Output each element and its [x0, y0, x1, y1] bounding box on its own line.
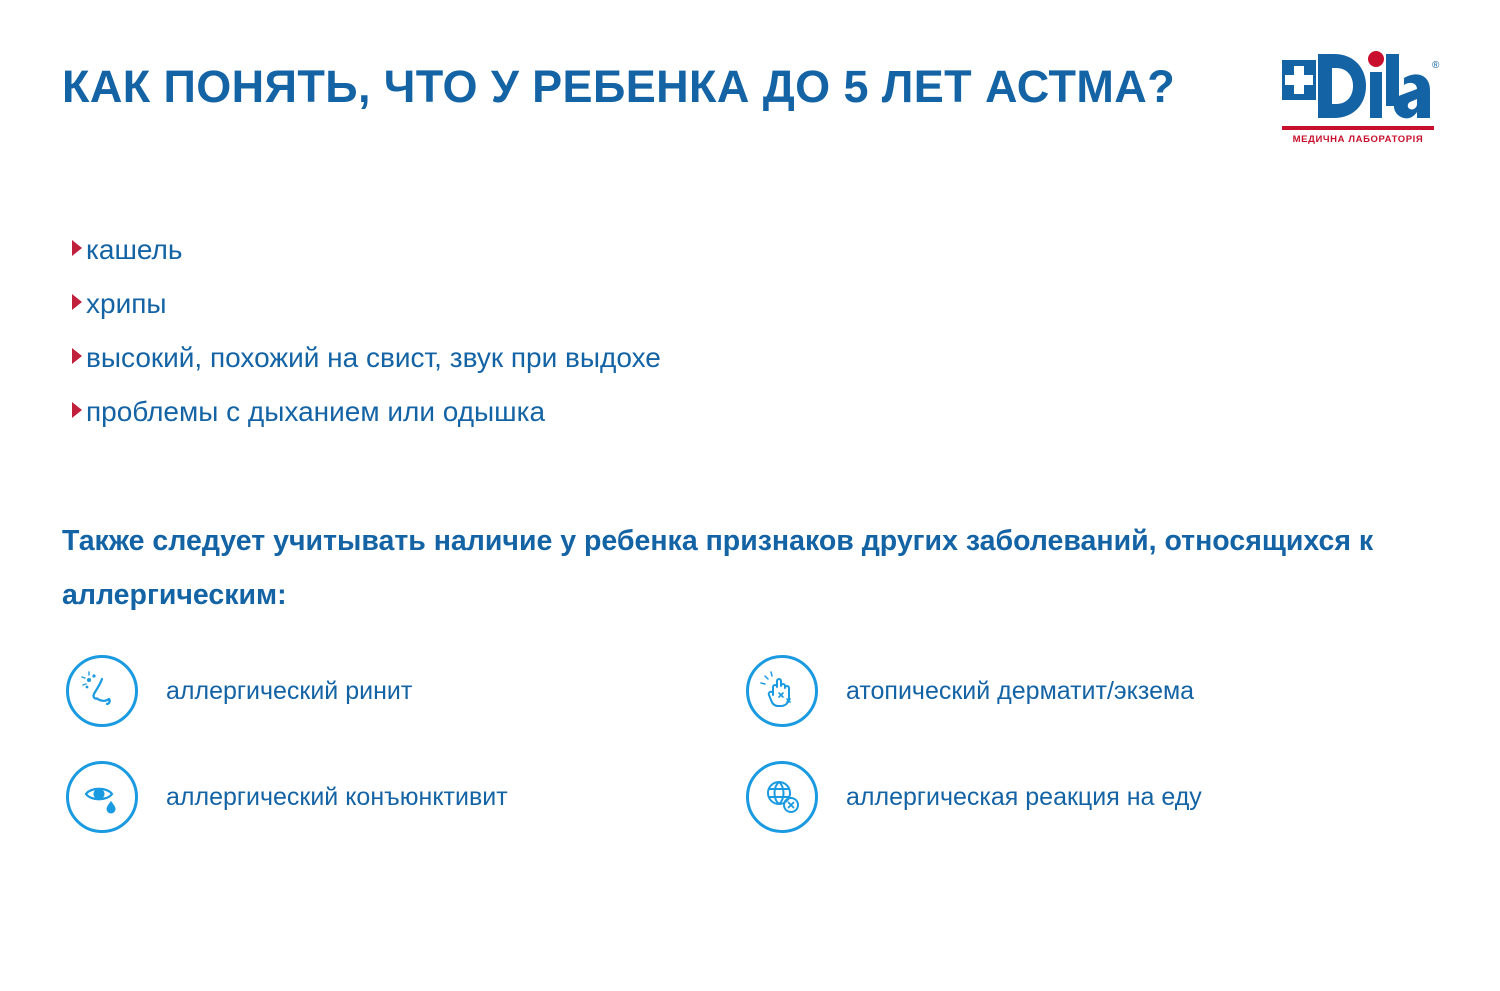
list-item: [70, 394, 1270, 430]
symptom-label: хрипы: [86, 288, 167, 319]
logo-tagline: МЕДИЧНА ЛАБОРАТОРІЯ: [1292, 134, 1424, 145]
condition-item-rhinitis: [66, 655, 746, 727]
symptom-label: высокий, похожий на свист, звук при выдохе: [86, 342, 661, 373]
registered-mark: ®: [1432, 60, 1440, 71]
condition-label: атопический дерматит/экзема: [846, 676, 1195, 705]
symptom-list: [70, 232, 1270, 448]
condition-label: аллергический ринит: [166, 676, 413, 705]
condition-item-conjunctivitis: [66, 761, 746, 833]
list-item: [70, 232, 1270, 268]
list-item: [70, 340, 1270, 376]
condition-label: аллергический конъюнктивит: [166, 782, 508, 811]
dila-logo: [1280, 42, 1440, 152]
symptom-label: проблемы с дыханием или одышка: [86, 396, 546, 427]
nose-allergy-icon: [66, 655, 138, 727]
hand-rash-icon: [746, 655, 818, 727]
list-item: [70, 286, 1270, 322]
symptom-label: кашель: [86, 234, 183, 265]
food-allergy-icon: [746, 761, 818, 833]
condition-grid: [66, 655, 1446, 867]
triangle-bullet-icon: [70, 239, 86, 257]
condition-item-food-allergy: [746, 761, 1426, 833]
condition-item-dermatitis: [746, 655, 1426, 727]
condition-row: [66, 655, 1446, 727]
triangle-bullet-icon: [70, 293, 86, 311]
condition-label: аллергическая реакция на еду: [846, 782, 1202, 811]
eye-tear-icon: [66, 761, 138, 833]
section-subheading: Также следует учитывать наличие у ребенка признаков других заболеваний, относящихся к аллергическим:: [62, 525, 1374, 611]
condition-row: [66, 761, 1446, 833]
triangle-bullet-icon: [70, 347, 86, 365]
triangle-bullet-icon: [70, 401, 86, 419]
page-title: КАК ПОНЯТЬ, ЧТО У РЕБЕНКА ДО 5 ЛЕТ АСТМА?: [62, 61, 1176, 112]
